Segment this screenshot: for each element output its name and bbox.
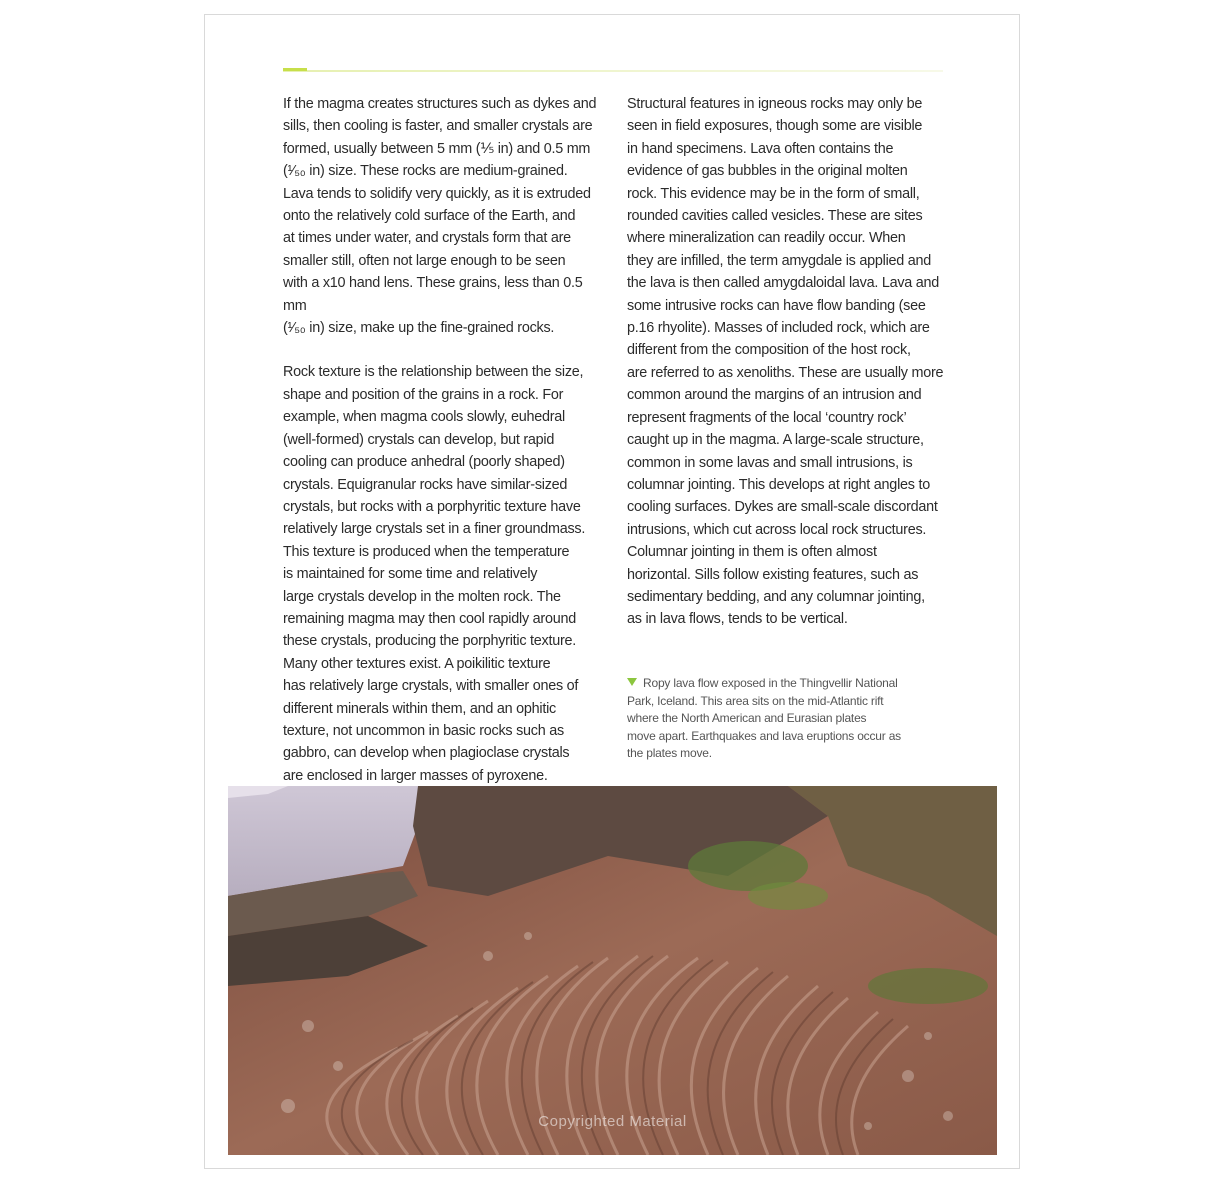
paragraph-structural-features: Structural features in igneous rocks may only be seen in field exposures, though some are visible in hand specimens. Lava often contains the evidence of gas bubbles in the original molten rock. This evidence may be in the form of small, rounded cavities called vesicles. These are sites where mineralization can readily occur. When they are infilled, the term amygdale is applied and the lava is then called amygdaloidal lava. Lava and some intrusive rocks can have flow banding (see p.16 rhyolite). Masses of included rock, which are different from the composition of the host rock, are referred to as xenoliths. These are usually more common around the margins of an intrusion and represent fragments of the local ‘country rock’ caught up in the magma. A large-scale structure, common in some lavas and small intrusions, is columnar jointing. This develops at right angles to cooling surfaces. Dykes are small-scale discordant intrusions, which cut across local rock structures. Columnar jointing in them is often almost horizontal. Sills follow existing features, such as sedimentary bedding, and any columnar jointing, as in lava flows, tends to be vertical. [627, 96, 944, 628]
photo-caption [627, 675, 927, 763]
caption-text: Ropy lava flow exposed in the Thingvellir National Park, Iceland. This area sits on the mid-Atlantic rift where the North American and Eurasian plates move apart. Earthquakes and lava eruptions occur as the plates move. [627, 676, 901, 761]
paragraph-grain-size: If the magma creates structures such as dykes and sills, then cooling is faster, and smaller crystals are formed, usually between 5 mm (⅕ in) and 0.5 mm (¹⁄₅₀ in) size. These rocks are medium-grained. Lava tends to solidify very quickly, as it is extruded onto the relatively cold surface of the Earth, and at times under water, and crystals form that are smaller still, often not large enough to be seen with a x10 hand lens. These grains, less than 0.5 mm (¹⁄₅₀ in) size, make up the fine-grained rocks. [283, 96, 597, 337]
text-column-right [627, 93, 949, 631]
lava-flow-illustration [228, 786, 997, 1155]
text-column-left [283, 93, 603, 787]
watermark-text: Copyrighted Material [538, 1113, 687, 1130]
paragraph-rock-texture: Rock texture is the relationship between the size, shape and position of the grains in a rock. For example, when magma cools slowly, euhedral (well-formed) crystals can develop, but rapid cooling can produce anhedral (poorly shaped) crystals. Equigranular rocks have similar-sized crystals, but rocks with a porphyritic texture have relatively large crystals set in a finer groundmass. This texture is produced when the temperature is maintained for some time and relatively large crystals develop in the molten rock. The remaining magma may then cool rapidly around these crystals, producing the porphyritic texture. Many other textures exist. A poikilitic texture has relatively large crystals, with smaller ones of different minerals within them, and an ophitic texture, not uncommon in basic rocks such as gabbro, can develop when plagioclase crystals are enclosed in larger masses of pyroxene. [283, 364, 586, 784]
lava-flow-photo [228, 786, 997, 1155]
header-rule [283, 70, 943, 72]
book-page [204, 14, 1020, 1169]
triangle-down-icon [627, 678, 637, 686]
header-rule-accent [283, 68, 307, 71]
